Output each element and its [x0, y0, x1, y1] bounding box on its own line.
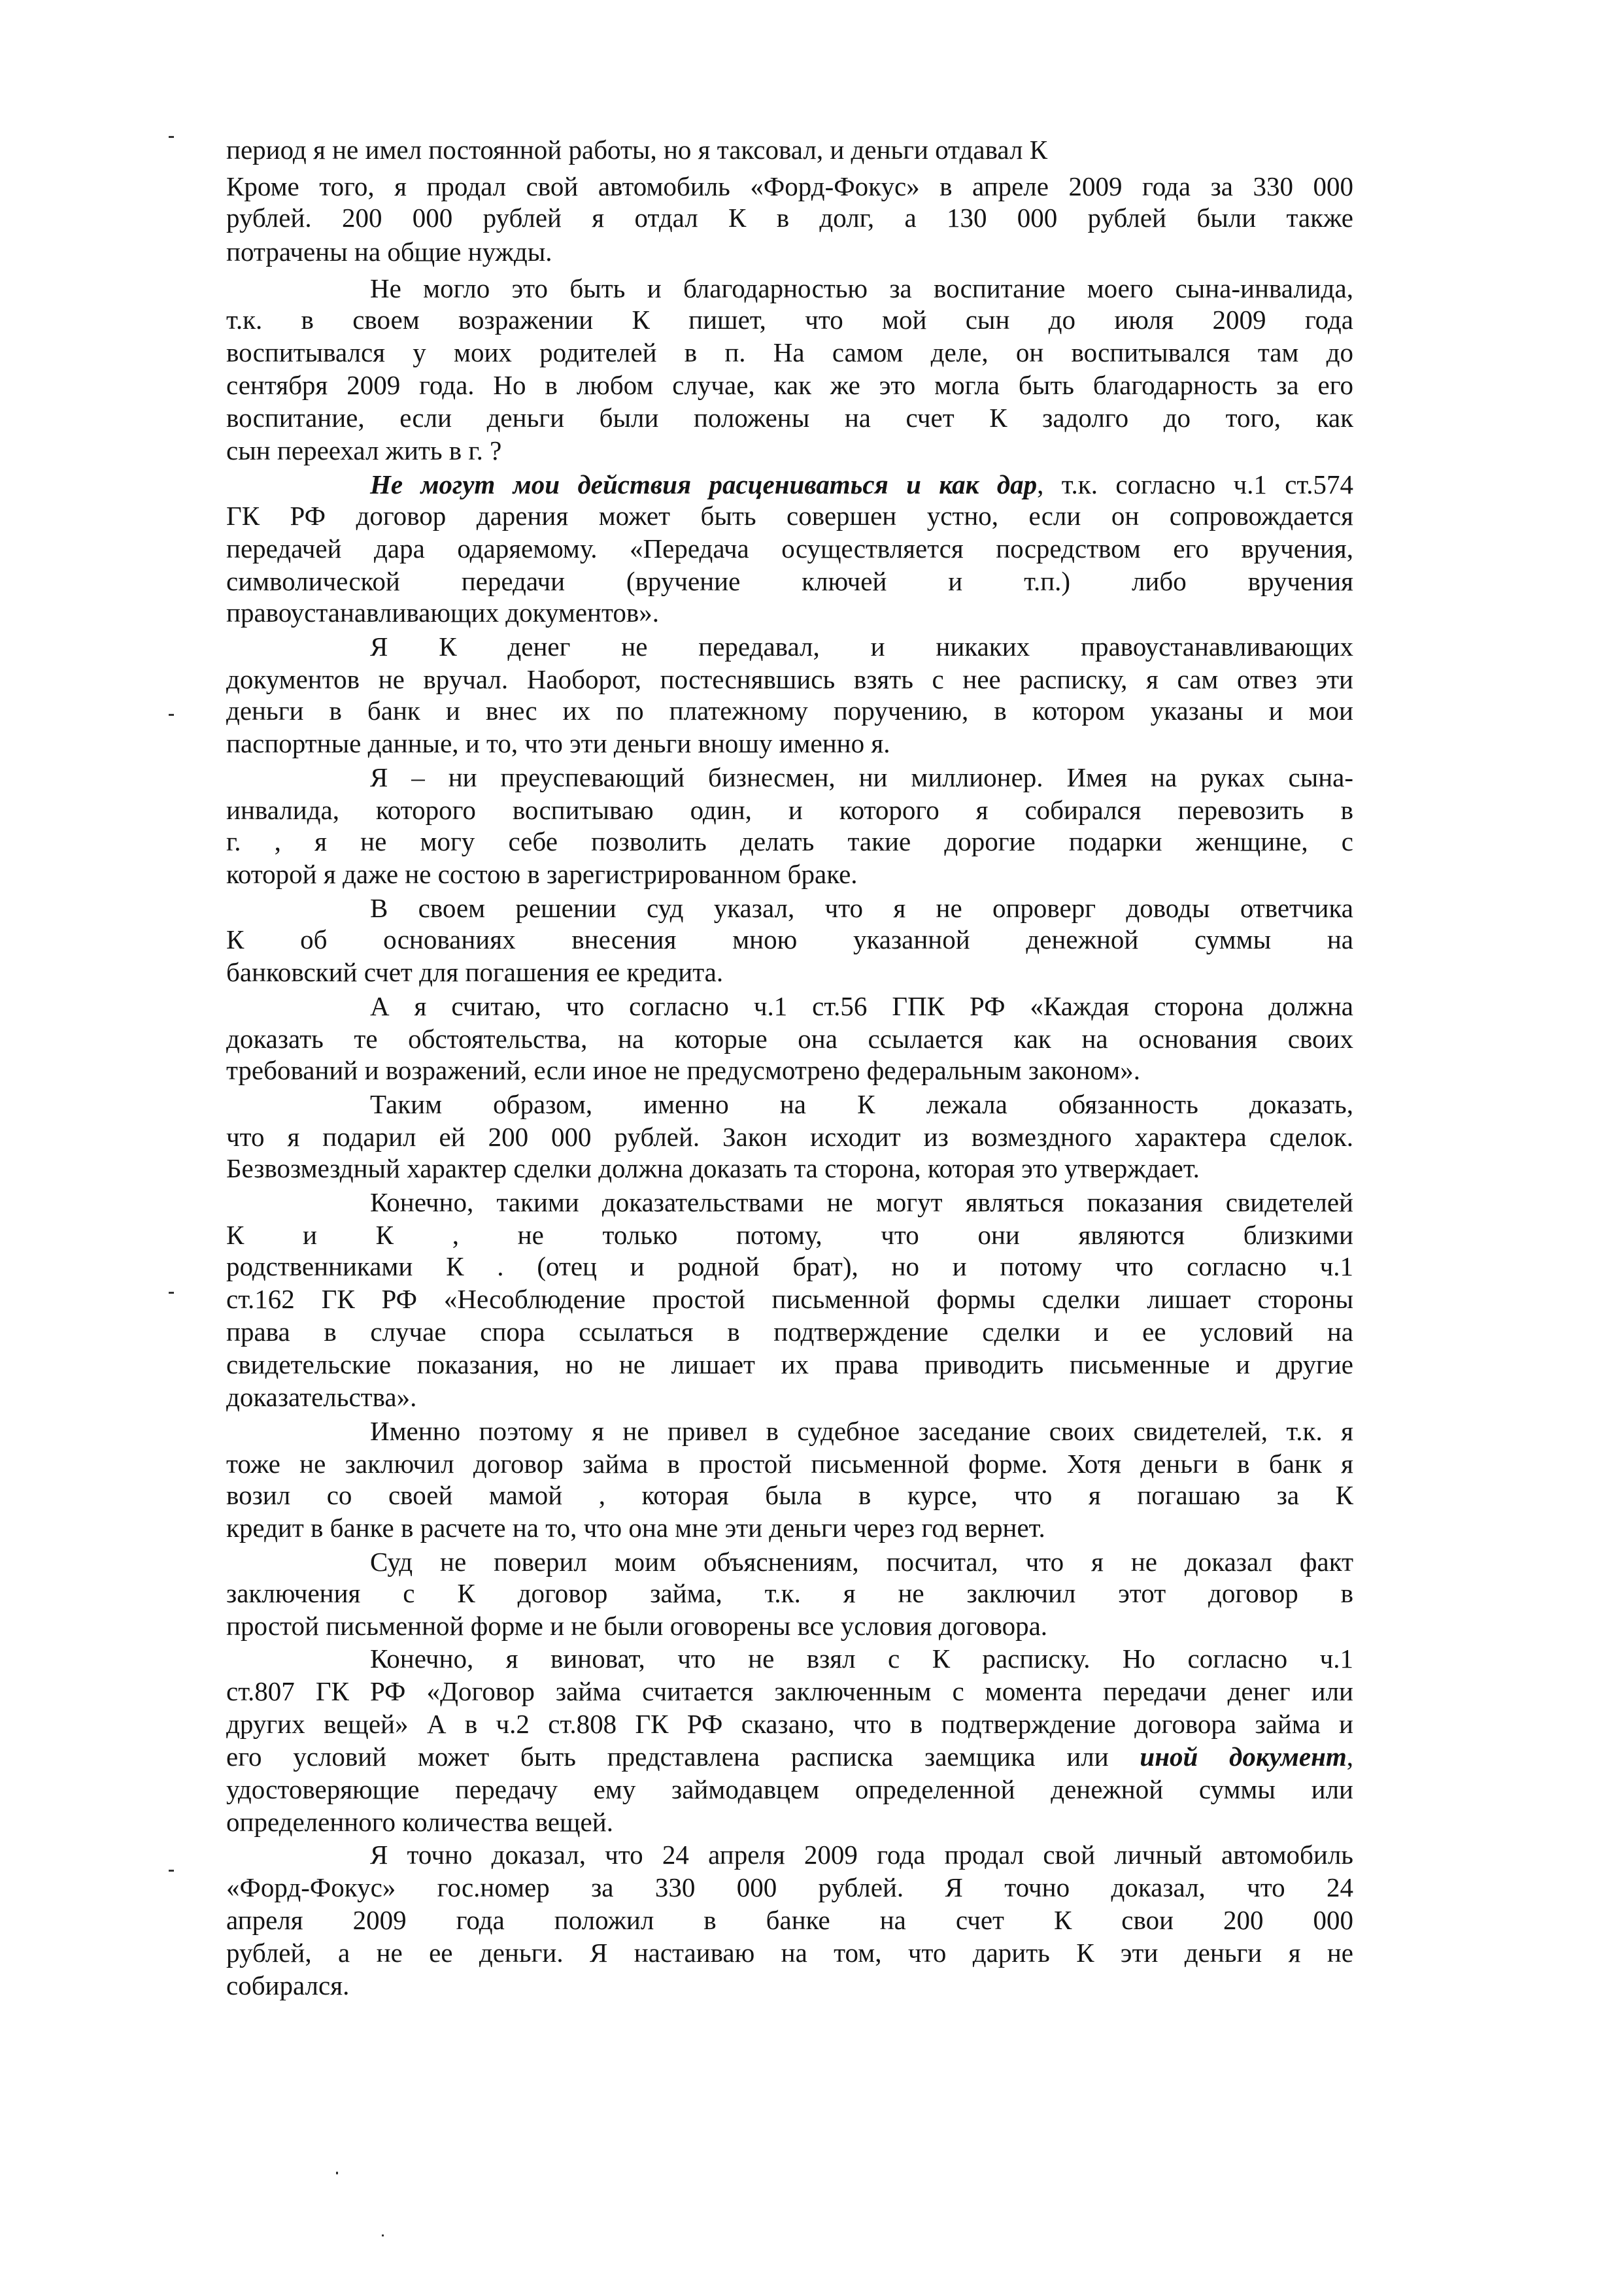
text-line: которой я даже не состою в зарегистрированном браке.: [226, 859, 858, 889]
text-line: т.к. в своем возражении К пишет, что мой сын до июля 2009 года: [226, 305, 1353, 335]
scan-mark: [169, 714, 174, 716]
text-line: удостоверяющие передачу ему займодавцем определенной денежной суммы или: [226, 1774, 1353, 1804]
text-line: воспитание, если деньги были положены на счет К задолго до того, как: [226, 403, 1353, 433]
text-fragment: ,: [1346, 1742, 1353, 1772]
text-line: воспитывался у моих родителей в п. На самом деле, он воспитывался там до: [226, 337, 1353, 367]
text-line: Не могло это быть и благодарностью за воспитание моего сына-инвалида,: [370, 273, 1353, 303]
text-line: В своем решении суд указал, что я не опроверг доводы ответчика: [370, 893, 1353, 923]
text-line: ГК РФ договор дарения может быть совершен устно, если он сопровождается: [226, 501, 1353, 531]
text-line: определенного количества вещей.: [226, 1807, 613, 1837]
text-line: документов не вручал. Наоборот, постеснявшись взять с нее расписку, я сам отвез эти: [226, 664, 1353, 694]
text-line: банковский счет для погашения ее кредита.: [226, 957, 724, 987]
text-line: Конечно, такими доказательствами не могут являться показания свидетелей: [370, 1187, 1353, 1217]
text-line: кредит в банке в расчете на то, что она мне эти деньги через год вернет.: [226, 1513, 1045, 1543]
text-line: Безвозмездный характер сделки должна доказать та сторона, которая это утверждает.: [226, 1153, 1200, 1183]
emphasis-text: Не могут мои действия расцениваться и как дар: [370, 469, 1038, 499]
text-line: сентября 2009 года. Но в любом случае, как же это могла быть благодарность за его: [226, 370, 1353, 400]
text-line: правоустанавливающих документов».: [226, 598, 659, 628]
text-line: ст.807 ГК РФ «Договор займа считается заключенным с момента передачи денег или: [226, 1676, 1353, 1706]
text-line: родственниками К . (отец и родной брат), но и потому что согласно ч.1: [226, 1251, 1353, 1281]
text-line: А я считаю, что согласно ч.1 ст.56 ГПК РФ «Каждая сторона должна: [370, 991, 1353, 1021]
text-fragment: , т.к. согласно ч.1 ст.574: [1037, 469, 1353, 499]
text-line: Конечно, я виноват, что не взял с К расписку. Но согласно ч.1: [370, 1643, 1353, 1674]
text-line: Именно поэтому я не привел в судебное заседание своих свидетелей, т.к. я: [370, 1416, 1353, 1446]
text-line: что я подарил ей 200 000 рублей. Закон исходит из возмездного характера сделок.: [226, 1122, 1353, 1152]
scan-mark: [382, 2234, 384, 2236]
text-line: период я не имел постоянной работы, но я таксовал, и деньги отдавал К: [226, 135, 1048, 165]
text-line: доказать те обстоятельства, на которые она ссылается как на основания своих: [226, 1024, 1353, 1054]
text-line: собирался.: [226, 1970, 350, 2000]
emphasis-text: иной документ: [1140, 1742, 1347, 1772]
text-line: Я – ни преуспевающий бизнесмен, ни миллионер. Имея на руках сына-: [370, 762, 1353, 792]
text-line: тоже не заключил договор займа в простой письменной форме. Хотя деньги в банк я: [226, 1449, 1353, 1479]
scan-mark: [169, 136, 174, 138]
text-line: г. , я не могу себе позволить делать такие дорогие подарки женщине, с: [226, 826, 1353, 856]
text-line: Суд не поверил моим объяснениям, посчитал, что я не доказал факт: [370, 1547, 1353, 1577]
text-line: Таким образом, именно на К лежала обязанность доказать,: [370, 1089, 1353, 1119]
scan-mark: [336, 2172, 338, 2174]
text-line: рублей, а не ее деньги. Я настаиваю на том, что дарить К эти деньги я не: [226, 1938, 1353, 1968]
text-line: деньги в банк и внес их по платежному поручению, в котором указаны и мои: [226, 696, 1353, 726]
text-line: Я К денег не передавал, и никаких правоустанавливающих: [370, 632, 1353, 662]
text-line: требований и возражений, если иное не предусмотрено федеральным законом».: [226, 1055, 1140, 1085]
text-line: доказательства».: [226, 1382, 417, 1412]
text-line: рублей. 200 000 рублей я отдал К в долг, а 130 000 рублей были также: [226, 203, 1353, 233]
text-line: паспортные данные, и то, что эти деньги вношу именно я.: [226, 728, 890, 758]
scan-mark: [169, 1870, 174, 1872]
text-line: К об основаниях внесения мною указанной денежной суммы на: [226, 924, 1353, 954]
text-line: ст.162 ГК РФ «Несоблюдение простой письменной формы сделки лишает стороны: [226, 1284, 1353, 1314]
text-line: права в случае спора ссылаться в подтверждение сделки и ее условий на: [226, 1317, 1353, 1347]
text-line: инвалида, которого воспитываю один, и которого я собирался перевозить в: [226, 795, 1353, 825]
text-line: свидетельские показания, но не лишает их права приводить письменные и другие: [226, 1349, 1353, 1379]
text-line: К и К , не только потому, что они являются близкими: [226, 1220, 1353, 1250]
text-line: символической передачи (вручение ключей и т.п.) либо вручения: [226, 566, 1353, 596]
text-line: потрачены на общие нужды.: [226, 237, 552, 267]
text-line: заключения с К договор займа, т.к. я не заключил этот договор в: [226, 1578, 1353, 1608]
text-line: апреля 2009 года положил в банке на счет К свои 200 000: [226, 1905, 1353, 1935]
text-line: сын переехал жить в г. ?: [226, 435, 502, 465]
text-fragment: его условий может быть представлена расписка заемщика или: [226, 1742, 1140, 1772]
text-line: Я точно доказал, что 24 апреля 2009 года продал свой личный автомобиль: [370, 1840, 1353, 1870]
text-line: других вещей» А в ч.2 ст.808 ГК РФ сказано, что в подтверждение договора займа и: [226, 1709, 1353, 1739]
scan-mark: [169, 1292, 174, 1294]
text-line: Кроме того, я продал свой автомобиль «Форд-Фокус» в апреле 2009 года за 330 000: [226, 171, 1353, 201]
text-line: простой письменной форме и не были оговорены все условия договора.: [226, 1611, 1048, 1641]
text-line: «Форд-Фокус» гос.номер за 330 000 рублей. Я точно доказал, что 24: [226, 1872, 1353, 1902]
text-line: возил со своей мамой , которая была в курсе, что я погашаю за К: [226, 1480, 1353, 1510]
text-line: передачей дара одаряемому. «Передача осуществляется посредством его вручения,: [226, 533, 1353, 564]
